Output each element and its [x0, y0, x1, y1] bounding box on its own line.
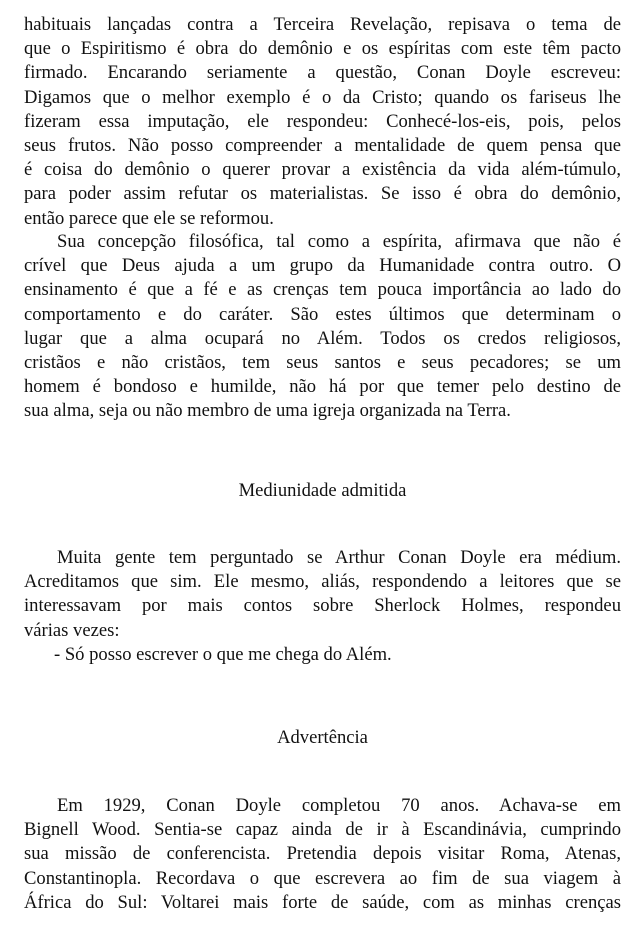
- text-line: então parece que ele se reformou.: [24, 207, 274, 229]
- text-line: Constantinopla. Recordava o que escrevera ao fim de sua viagem à: [24, 867, 621, 889]
- section-heading-mediunidade: Mediunidade admitida: [238, 480, 407, 501]
- text-line: Em 1929, Conan Doyle completou 70 anos. Achava-se em: [57, 795, 621, 816]
- text-line: Bignell Wood. Sentia-se capaz ainda de ir à Escandinávia, cumprindo: [24, 819, 621, 841]
- text-line: homem é bondoso e humilde, não há por que temer pelo destino de: [24, 376, 621, 398]
- text-line: seus frutos. Não posso compreender a mentalidade de quem pensa que: [24, 134, 621, 156]
- text-line: fizeram essa imputação, ele respondeu: Conhecé-los-eis, pois, pelos: [24, 110, 621, 132]
- text-line: para poder assim refutar os materialistas. Se isso é obra do demônio,: [24, 183, 621, 205]
- text-line: Acreditamos que sim. Ele mesmo, aliás, respondendo a leitores que se: [24, 571, 621, 593]
- paragraph-2: [24, 230, 621, 424]
- quote-line: - Só posso escrever o que me chega do Além.: [54, 643, 392, 665]
- paragraph-4: [24, 794, 621, 915]
- text-line: habituais lançadas contra a Terceira Revelação, repisava o tema de: [24, 14, 621, 35]
- text-line: Sua concepção filosófica, tal como a espírita, afirmava que não é: [57, 231, 621, 252]
- text-line: é coisa do demônio o querer provar a existência da vida além-túmulo,: [24, 159, 621, 181]
- paragraph-1: [24, 13, 621, 231]
- text-line: Muita gente tem perguntado se Arthur Conan Doyle era médium.: [57, 547, 621, 568]
- text-line: sua alma, seja ou não membro de uma igreja organizada na Terra.: [24, 400, 511, 422]
- text-line: interessavam por mais contos sobre Sherlock Holmes, respondeu: [24, 595, 621, 617]
- text-line: que o Espiritismo é obra do demônio e os espíritas com este têm pacto: [24, 38, 621, 60]
- paragraph-3: [24, 546, 621, 667]
- text-line: ensinamento é que a fé e as crenças tem pouca importância ao lado do: [24, 279, 621, 301]
- text-line: crível que Deus ajuda a um grupo da Humanidade contra outro. O: [24, 255, 621, 277]
- text-line: comportamento e do caráter. São estes últimos que determinam o: [24, 303, 621, 325]
- text-line: Digamos que o melhor exemplo é o da Cristo; quando os fariseus lhe: [24, 86, 621, 108]
- text-line: várias vezes:: [24, 619, 120, 641]
- text-line: cristãos e não cristãos, tem seus santos e seus pecadores; se um: [24, 351, 621, 373]
- text-line: sua missão de conferencista. Pretendia depois visitar Roma, Atenas,: [24, 843, 621, 865]
- text-line: África do Sul: Voltarei mais forte de saúde, com as minhas crenças: [24, 891, 621, 913]
- text-line: firmado. Encarando seriamente a questão, Conan Doyle escreveu:: [24, 62, 621, 84]
- text-line: lugar que a alma ocupará no Além. Todos os credos religiosos,: [24, 327, 621, 349]
- section-heading-advertencia: Advertência: [277, 727, 368, 748]
